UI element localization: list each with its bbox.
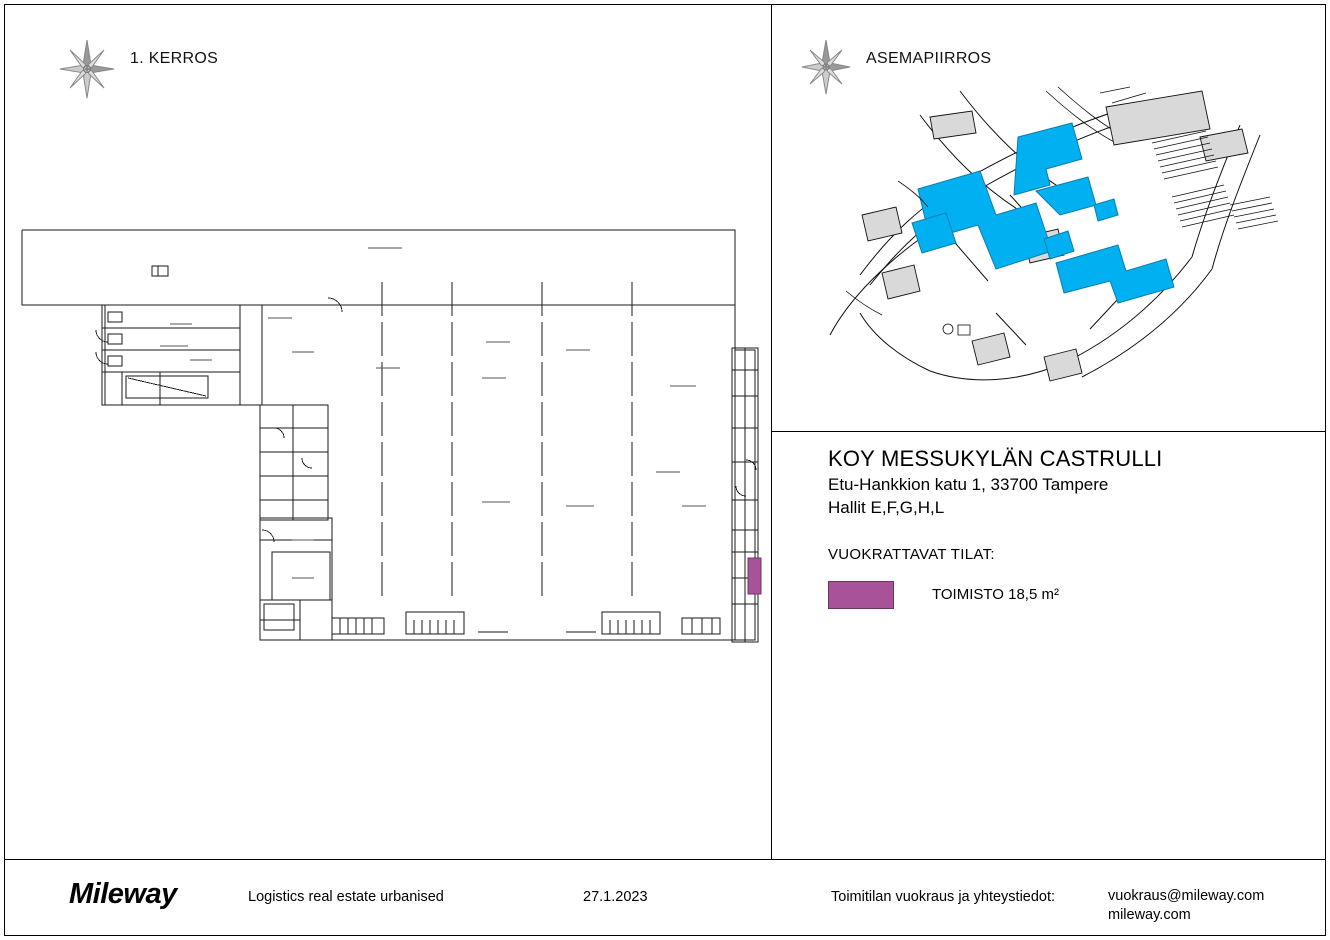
floor-plan-drawing [10, 200, 770, 670]
right-panel-title: ASEMAPIIRROS [866, 50, 992, 67]
footer-tagline: Logistics real estate urbanised [248, 889, 444, 905]
contact-label: Toimitilan vuokraus ja yhteystiedot: [831, 889, 1056, 905]
sheet-footer [5, 860, 1325, 936]
highlighted-site-buildings [912, 123, 1174, 303]
legend-label-office: TOIMISTO 18,5 m² [932, 586, 1059, 604]
highlighted-office-area [748, 558, 761, 594]
property-name: KOY MESSUKYLÄN CASTRULLI [828, 446, 1163, 471]
compass-rose-icon [58, 38, 116, 100]
site-plan-drawing [800, 85, 1320, 415]
property-halls: Hallit E,F,G,H,L [828, 497, 945, 517]
property-info-block [828, 446, 1308, 609]
legend-item [828, 581, 1308, 609]
left-panel-title: 1. KERROS [130, 50, 219, 67]
legend-swatch-office [828, 581, 894, 609]
legend-heading: VUOKRATTAVAT TILAT: [828, 545, 995, 563]
panel-divider-vertical [771, 5, 772, 860]
siteplan-info-divider [771, 431, 1325, 432]
contact-email[interactable]: vuokraus@mileway.com [1108, 888, 1265, 904]
mileway-logo: Mileway [69, 878, 177, 910]
plan-date: 27.1.2023 [583, 889, 648, 905]
property-address: Etu-Hankkion katu 1, 33700 Tampere [828, 475, 1109, 494]
contact-website[interactable]: mileway.com [1108, 907, 1191, 923]
